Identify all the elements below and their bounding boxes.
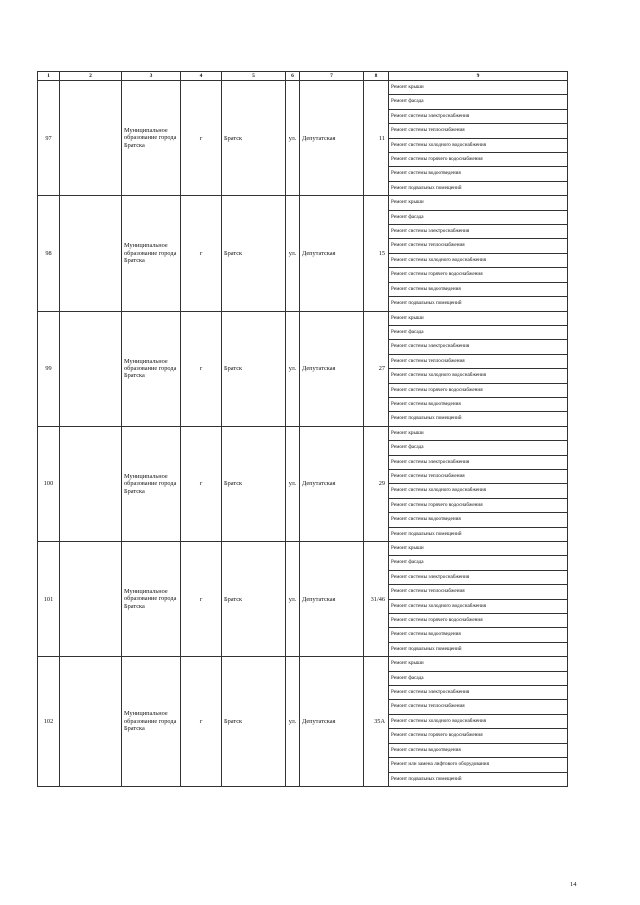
city-name: Братск — [222, 426, 286, 541]
repair-work-item: Ремонт подвальных помещений — [389, 297, 568, 311]
street-type: ул. — [286, 657, 300, 787]
column-number: 9 — [389, 72, 568, 81]
repair-work-item: Ремонт системы холодного водоснабжения — [389, 484, 568, 498]
street-type: ул. — [286, 311, 300, 426]
repair-work-item: Ремонт системы теплоснабжения — [389, 700, 568, 714]
settlement-type: г — [181, 196, 222, 311]
repair-work-item: Ремонт системы водоотведения — [389, 513, 568, 527]
city-name: Братск — [222, 542, 286, 657]
column-number: 2 — [60, 72, 122, 81]
repair-work-item: Ремонт подвальных помещений — [389, 412, 568, 426]
repair-work-item: Ремонт крыши — [389, 81, 568, 95]
building-number: 98 — [38, 196, 60, 311]
repair-work-item: Ремонт фасада — [389, 441, 568, 455]
repair-work-item: Ремонт системы водоотведения — [389, 743, 568, 757]
repair-work-item: Ремонт системы горячего водоснабжения — [389, 153, 568, 167]
table-row — [38, 426, 568, 440]
column-number: 8 — [364, 72, 389, 81]
building-number: 99 — [38, 311, 60, 426]
settlement-type: г — [181, 426, 222, 541]
column-number: 6 — [286, 72, 300, 81]
city-name: Братск — [222, 81, 286, 196]
table-body — [38, 81, 568, 787]
house-number: 27 — [364, 311, 389, 426]
house-number: 35А — [364, 657, 389, 787]
repair-work-item: Ремонт системы электроснабжения — [389, 686, 568, 700]
house-number: 31/46 — [364, 542, 389, 657]
column-number: 1 — [38, 72, 60, 81]
settlement-type: г — [181, 311, 222, 426]
column-number: 7 — [300, 72, 364, 81]
repair-work-item: Ремонт системы горячего водоснабжения — [389, 729, 568, 743]
street-name: Депутатская — [300, 81, 364, 196]
repair-work-item: Ремонт системы водоотведения — [389, 628, 568, 642]
repair-work-item: Ремонт подвальных помещений — [389, 772, 568, 786]
house-number: 29 — [364, 426, 389, 541]
organization-name: Муниципальное образование города Братска — [122, 657, 181, 787]
column-number: 5 — [222, 72, 286, 81]
street-type: ул. — [286, 81, 300, 196]
building-number: 102 — [38, 657, 60, 787]
organization-name: Муниципальное образование города Братска — [122, 81, 181, 196]
building-number: 101 — [38, 542, 60, 657]
street-type: ул. — [286, 426, 300, 541]
house-number: 11 — [364, 81, 389, 196]
repair-work-item: Ремонт системы горячего водоснабжения — [389, 498, 568, 512]
table-row — [38, 542, 568, 556]
repair-work-item: Ремонт системы горячего водоснабжения — [389, 268, 568, 282]
blank-cell — [60, 311, 122, 426]
house-number: 15 — [364, 196, 389, 311]
repair-work-item: Ремонт системы водоотведения — [389, 282, 568, 296]
settlement-type: г — [181, 542, 222, 657]
repair-work-item: Ремонт системы холодного водоснабжения — [389, 253, 568, 267]
blank-cell — [60, 657, 122, 787]
table-row — [38, 311, 568, 325]
table-row — [38, 196, 568, 210]
repair-work-item: Ремонт системы горячего водоснабжения — [389, 614, 568, 628]
repair-work-item: Ремонт или замена лифтового оборудования — [389, 758, 568, 772]
repair-work-item: Ремонт системы теплоснабжения — [389, 469, 568, 483]
blank-cell — [60, 81, 122, 196]
repair-work-item: Ремонт подвальных помещений — [389, 642, 568, 656]
repair-work-item: Ремонт системы электроснабжения — [389, 455, 568, 469]
blank-cell — [60, 426, 122, 541]
settlement-type: г — [181, 81, 222, 196]
settlement-type: г — [181, 657, 222, 787]
repair-work-item: Ремонт системы водоотведения — [389, 167, 568, 181]
street-name: Депутатская — [300, 311, 364, 426]
repair-work-item: Ремонт системы электроснабжения — [389, 109, 568, 123]
repair-work-item: Ремонт системы электроснабжения — [389, 225, 568, 239]
column-number: 3 — [122, 72, 181, 81]
repair-work-item: Ремонт системы холодного водоснабжения — [389, 714, 568, 728]
street-name: Депутатская — [300, 426, 364, 541]
repair-work-item: Ремонт крыши — [389, 311, 568, 325]
city-name: Братск — [222, 657, 286, 787]
repair-work-item: Ремонт системы теплоснабжения — [389, 239, 568, 253]
repair-work-item: Ремонт системы холодного водоснабжения — [389, 599, 568, 613]
building-number: 100 — [38, 426, 60, 541]
repair-work-item: Ремонт подвальных помещений — [389, 527, 568, 541]
repair-work-item: Ремонт крыши — [389, 426, 568, 440]
column-number-row — [38, 72, 568, 81]
city-name: Братск — [222, 196, 286, 311]
repair-work-item: Ремонт фасада — [389, 210, 568, 224]
table-row — [38, 81, 568, 95]
table-row — [38, 657, 568, 671]
organization-name: Муниципальное образование города Братска — [122, 426, 181, 541]
repair-work-item: Ремонт фасада — [389, 95, 568, 109]
street-type: ул. — [286, 196, 300, 311]
building-number: 97 — [38, 81, 60, 196]
repair-work-item: Ремонт системы теплоснабжения — [389, 124, 568, 138]
city-name: Братск — [222, 311, 286, 426]
repair-work-item: Ремонт системы теплоснабжения — [389, 585, 568, 599]
repair-work-item: Ремонт фасада — [389, 556, 568, 570]
repair-work-item: Ремонт фасада — [389, 325, 568, 339]
organization-name: Муниципальное образование города Братска — [122, 196, 181, 311]
organization-name: Муниципальное образование города Братска — [122, 542, 181, 657]
repair-work-item: Ремонт крыши — [389, 196, 568, 210]
repair-work-item: Ремонт системы горячего водоснабжения — [389, 383, 568, 397]
repair-work-item: Ремонт системы холодного водоснабжения — [389, 138, 568, 152]
street-name: Депутатская — [300, 196, 364, 311]
repair-schedule-table — [37, 71, 568, 787]
repair-work-item: Ремонт системы водоотведения — [389, 397, 568, 411]
repair-work-item: Ремонт фасада — [389, 671, 568, 685]
repair-work-item: Ремонт крыши — [389, 657, 568, 671]
column-number: 4 — [181, 72, 222, 81]
street-type: ул. — [286, 542, 300, 657]
blank-cell — [60, 542, 122, 657]
street-name: Депутатская — [300, 657, 364, 787]
repair-work-item: Ремонт системы электроснабжения — [389, 570, 568, 584]
repair-work-item: Ремонт системы теплоснабжения — [389, 354, 568, 368]
blank-cell — [60, 196, 122, 311]
repair-work-item: Ремонт подвальных помещений — [389, 181, 568, 195]
page-number: 14 — [570, 881, 577, 888]
repair-work-item: Ремонт системы холодного водоснабжения — [389, 369, 568, 383]
organization-name: Муниципальное образование города Братска — [122, 311, 181, 426]
repair-work-item: Ремонт системы электроснабжения — [389, 340, 568, 354]
repair-work-item: Ремонт крыши — [389, 542, 568, 556]
street-name: Депутатская — [300, 542, 364, 657]
